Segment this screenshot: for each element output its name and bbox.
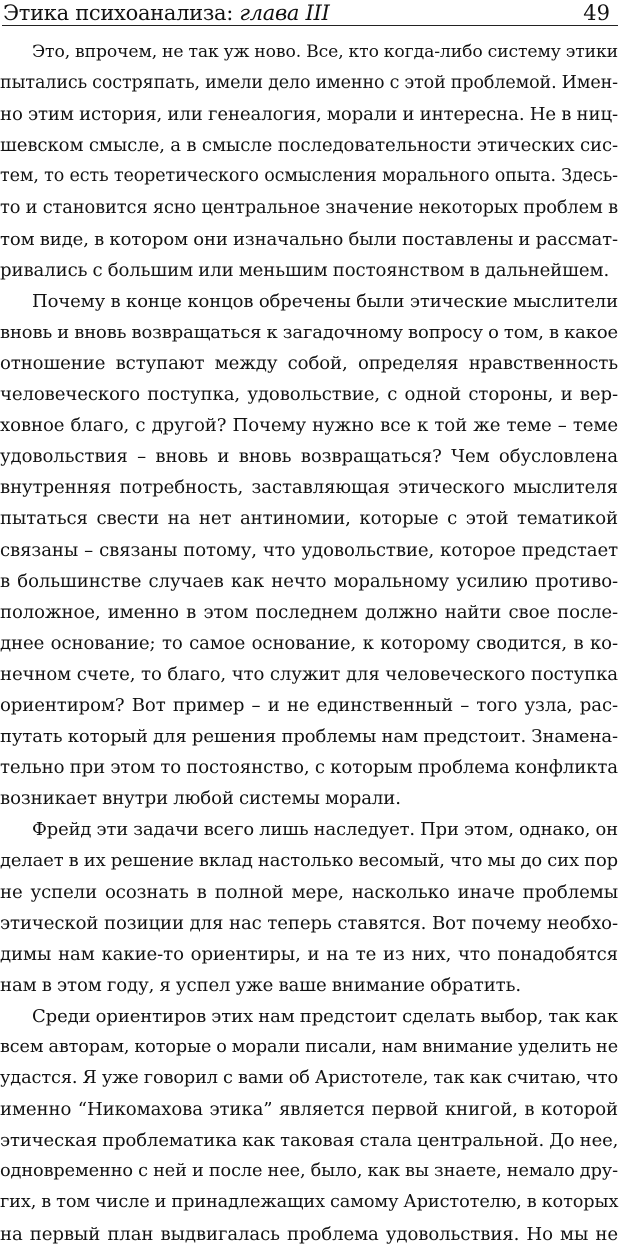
text-line: внутренняя потребность, заставляющая этического мыслителя — [0, 477, 618, 499]
text-line: удастся. Я уже говорил с вами об Аристотеле, так как считаю, что — [0, 1068, 618, 1089]
text-line: пытались состряпать, имели дело именно с этой проблемой. Имен- — [0, 73, 618, 94]
page-number: 49 — [583, 1, 610, 25]
text-line: нечном счете, то благо, что служит для человеческого поступка — [0, 663, 618, 685]
text-line: том виде, в котором они изначально были поставлены и рассмат- — [0, 228, 618, 250]
text-line: Среди ориентиров этих нам предстоит сделать выбор, так как — [32, 1005, 618, 1027]
text-line: на первый план выдвигалась проблема удовольствия. Но мы не — [0, 1223, 618, 1245]
text-line: димы нам какие-то ориентиры, и на те из них, что понадобятся — [0, 943, 618, 965]
text-line: ховное благо, с другой? Почему нужно все к той же теме – теме — [0, 415, 618, 437]
header-divider — [2, 25, 618, 26]
text-line: одновременно с ней и после нее, было, как вы знаете, немало дру- — [0, 1161, 618, 1182]
text-line: этическая проблематика как таковая стала центральной. До нее, — [0, 1130, 619, 1152]
text-line: именно “Никомахова этика” является первой книгой, в которой — [0, 1099, 618, 1121]
text-line: днее основание; то самое основание, к которому сводится, в ко- — [0, 632, 618, 654]
text-line: то и становится ясно центральное значение некоторых проблем в — [0, 197, 618, 219]
text-line: удовольствия – вновь и вновь возвращаться? Чем обусловлена — [0, 446, 618, 468]
text-line: отношение вступают между собой, определяя нравственность — [0, 352, 618, 374]
chapter-label: глава III — [239, 1, 330, 25]
text-line: путать который для решения проблемы нам предстоит. Знамена- — [0, 726, 618, 748]
text-line: вновь и вновь возвращаться к загадочному вопросу о том, в какое — [0, 321, 618, 343]
text-line: Это, впрочем, не так уж ново. Все, кто когда-либо систему этики — [32, 42, 618, 62]
text-line: тем, то есть теоретического осмысления морального опыта. Здесь- — [0, 166, 618, 187]
running-title: Этика психоанализа: — [3, 1, 233, 25]
text-line: делает в их решение вклад настолько весомый, что мы до сих пор — [0, 850, 618, 872]
text-line: человеческого поступка, удовольствие, с одной стороны, и вер- — [0, 384, 618, 406]
text-line: ориентиром? Вот пример – и не единственный – того узла, рас- — [0, 694, 618, 716]
text-line: ривались с большим или меньшим постоянством в дальнейшем. — [0, 259, 610, 281]
text-line: возникает внутри любой системы морали. — [0, 788, 401, 810]
text-line: Фрейд эти задачи всего лишь наследует. При этом, однако, он — [32, 819, 618, 841]
text-line: пытаться свести на нет антиномии, которые с этой тематикой — [0, 508, 618, 530]
text-line: шевском смысле, а в смысле последовательности этических сис- — [0, 135, 618, 157]
text-line: Почему в конце концов обречены были этические мыслители — [32, 290, 618, 312]
text-line: нам в этом году, я успел уже ваше внимание обратить. — [0, 974, 521, 996]
text-line: не успели осознать в полной мере, насколько иначе проблемы — [0, 881, 618, 903]
text-line: но этим история, или генеалогия, морали и интересна. Не в ниц- — [0, 104, 618, 126]
text-line: всем авторам, которые о морали писали, нам внимание уделить не — [0, 1037, 618, 1057]
text-line: положное, именно в этом последнем должно найти свое после- — [0, 601, 618, 623]
text-line: гих, в том числе и принадлежащих самому Аристотелю, в которых — [0, 1192, 619, 1213]
running-head — [3, 1, 329, 25]
text-line: этической позиции для нас теперь ставятся. Вот почему необхо- — [0, 912, 618, 934]
text-line: связаны – связаны потому, что удовольствие, которое предстает — [0, 539, 618, 561]
text-line: в большинстве случаев как нечто моральному усилию противо- — [0, 570, 618, 592]
text-line: тельно при этом то постоянство, с которым проблема конфликта — [0, 757, 618, 779]
body-text — [0, 37, 618, 1250]
